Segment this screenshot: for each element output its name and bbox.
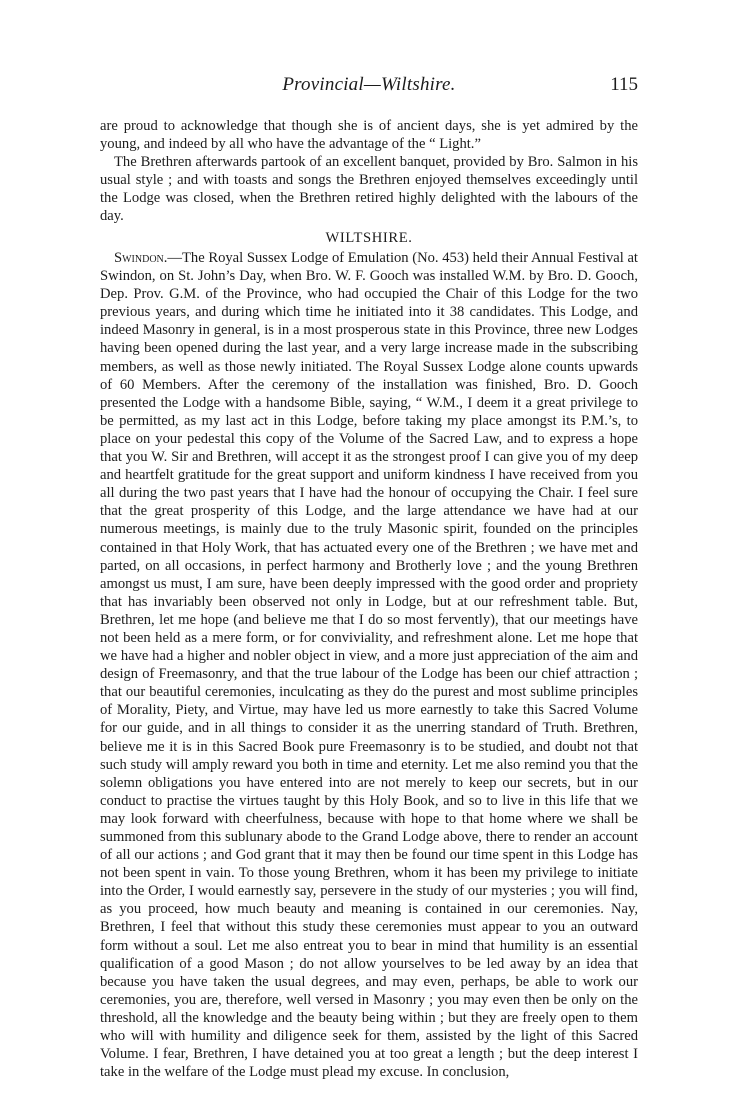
running-title: Provincial—Wiltshire. xyxy=(282,74,456,95)
section-body xyxy=(100,249,638,1081)
intro-paragraph-banquet: The Brethren afterwards partook of an excellent banquet, provided by Bro. Salmon in his usual style ; and with toasts and songs the Brethren enjoyed themselves exceedingly until the Lodge was closed, when the Brethren retired highly delighted with the labours of the day. xyxy=(100,154,638,225)
swindon-text: —The Royal Sussex Lodge of Emulation (No. 453) held their Annual Festival at Swindon, on St. John’s Day, when Bro. W. F. Gooch was installed W.M. by Bro. D. Gooch, Dep. Prov. G.M. of the Province, who had occupied the Chair of this Lodge for the two previous years, and during which time he initiated into it 38 candidates. This Lodge, and indeed Masonry in general, is in a most prosperous state in this Province, three new Lodges having been opened during the last year, and a very large increase made in the subscribing members, as well as those newly initiated. The Royal Sussex Lodge alone counts upwards of 60 Members. After the ceremony of the installation was finished, Bro. D. Gooch presented the Lodge with a handsome Bible, saying, “ W.M., I deem it a great privilege to be permitted, as my last act in this Lodge, before taking my place amongst its P.M.’s, to place on your pedestal this copy of the Volume of the Sacred Law, and to express a hope that you W. Sir and Brethren, will accept it as the strongest proof I can give you of my deep and heartfelt gratitude for the great support and uniform kindness I have received from you all during the two past years that I have had the honour of occupying the Chair. I feel sure that the great prosperity of this Lodge, and the large attendance we have had at our numerous meetings, is mainly due to the truly Masonic spirit, founded on the principles contained in that Holy Work, that has actuated every one of the Brethren ; we have met and parted, on all occasions, in perfect harmony and Brotherly love ; and the young Brethren amongst us must, I am sure, have been deeply impressed with the good order and propriety that has invariably been observed not only in Lodge, but at our refreshment table. But, Brethren, let me hope (and believe me that I do so most fervently), that our meetings have not been held as a mere form, or for conviviality, and refreshment alone. Let me hope that we have had a higher and nobler object in view, and a more just appreciation of the aim and design of Freemasonry, and that the true labour of the Lodge has been our chief attraction ; that our beautiful ceremonies, inculcating as they do the purest and most sublime principles of Morality, Piety, and Virtue, may have led us more earnestly to take this Sacred Volume for our guide, and in all things to consider it as the unerring standard of Truth. Brethren, believe me it is in this Sacred Book pure Freemasonry is to be studied, and doubt not that such study will amply reward you both in time and eternity. Let me also remind you that the solemn obligations you have entered into are not merely to keep our secrets, but in our conduct to practise the virtues taught by this Holy Book, and so to live in this life that we may look forward with cheerfulness, because with hope to that home where we shall be summoned from this sublunary abode to the Grand Lodge above, there to render an account of all our actions ; and God grant that it may then be found our time spent in this Lodge has not been spent in vain. To those young Brethren, whom it has been my privilege to initiate into the Order, I would earnestly say, persevere in the study of our mysteries ; you will find, as you proceed, how much beauty and meaning is contained in our ceremonies. Nay, Brethren, I feel that without this study these ceremonies must appear to you an outward form without a soul. Let me also entreat you to bear in mind that humility is an essential qualification of a good Mason ; do not allow yourselves to be led away by an idea that because you have taken the usual degrees, and may even, perhaps, be able to work our ceremonies, you are, therefore, well versed in Masonry ; you may even then be only on the threshold, all the knowledge and the beauty being within ; but they are freely open to them who will with humility and diligence seek for them, assisted by the light of this Sacred Volume. I fear, Brethren, I have detained you at too great a length ; but the deep interest I take in the welfare of the Lodge must plead my excuse. In conclusion, xyxy=(100,250,638,1081)
intro-text xyxy=(100,117,638,226)
intro-paragraph-continued: are proud to acknowledge that though she is of ancient days, she is yet admired by the young, and indeed by all who have the advantage of the “ Light.” xyxy=(100,118,638,153)
page-number: 115 xyxy=(610,74,638,95)
place-name: Swindon. xyxy=(114,250,168,266)
swindon-paragraph xyxy=(100,249,638,1081)
section-heading: WILTSHIRE. xyxy=(325,230,413,246)
running-header xyxy=(100,74,638,98)
